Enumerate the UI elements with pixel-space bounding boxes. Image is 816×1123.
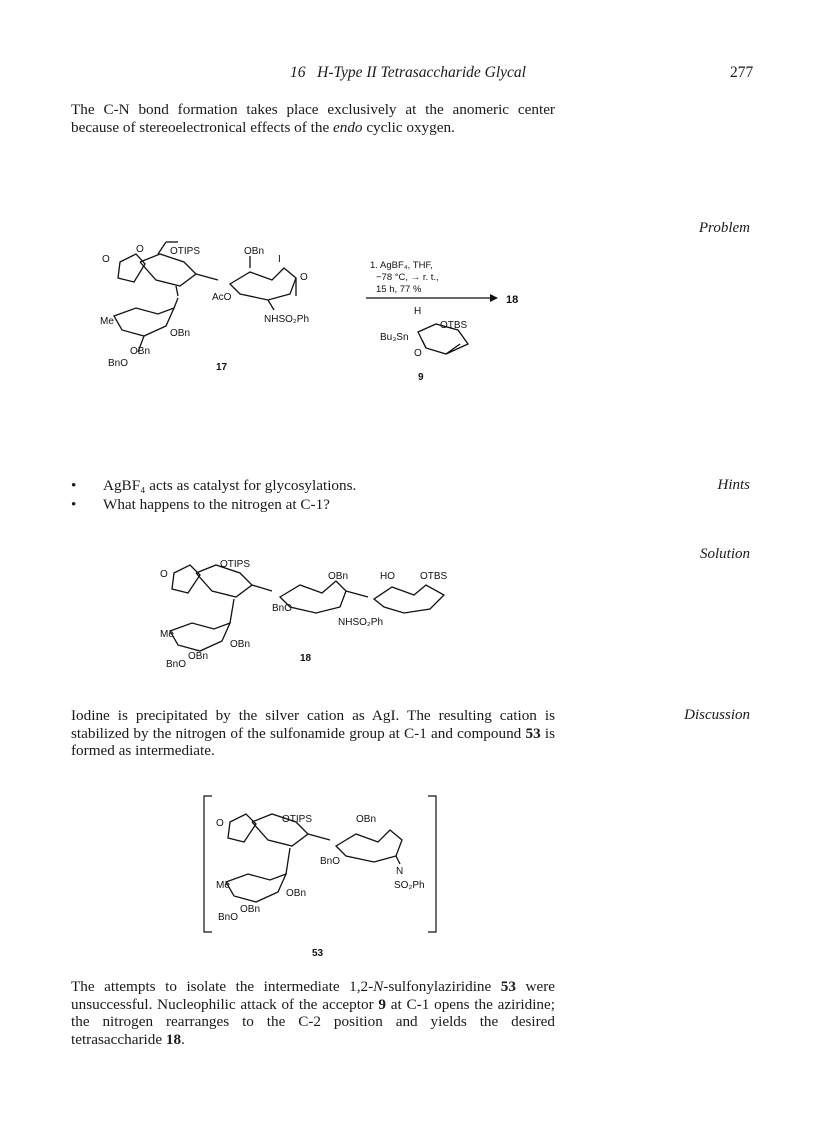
hint-text-2: What happens to the nitrogen at C-1? xyxy=(103,496,330,513)
section-label-problem: Problem xyxy=(698,220,750,236)
label-otbs-sol: OTBS xyxy=(420,571,448,582)
label-otips-int: OTIPS xyxy=(282,814,313,825)
label-obn-fuc2: OBn xyxy=(130,346,151,357)
discussion-text-a: Iodine is precipitated by the silver cation as AgI. The resulting cation is stabilized by the nitrogen of the sulfonamide group at C-1 and compound xyxy=(71,707,555,742)
compound-label-17: 17 xyxy=(216,362,228,373)
chapter-title: H-Type II Tetrasaccharide Glycal xyxy=(317,64,526,81)
label-bno-fuc-int: BnO xyxy=(218,912,239,923)
reagent-line-3: 15 h, 77 % xyxy=(376,284,422,295)
hint-item-1 xyxy=(71,477,551,495)
section-label-hints: Hints xyxy=(717,477,750,493)
label-otbs: OTBS xyxy=(440,320,468,331)
label-n-int: N xyxy=(396,866,404,877)
compound-label-53: 53 xyxy=(312,948,324,959)
label-bno: BnO xyxy=(108,358,129,369)
conclusion-text-e: . xyxy=(181,1030,185,1048)
reagent-line-1: 1. AgBF₄, THF, xyxy=(370,260,433,271)
label-me: Me xyxy=(100,316,114,327)
label-nhso2ph: NHSO₂Ph xyxy=(264,314,310,325)
label-obn-top: OBn xyxy=(244,246,265,257)
reagent-line-2: −78 °C, → r. t., xyxy=(376,272,439,283)
label-obn-fuc-sol: OBn xyxy=(230,639,251,650)
compound-label-9: 9 xyxy=(418,372,424,383)
conclusion-text-a: The attempts to isolate the intermediate 1,2- xyxy=(71,978,374,995)
conclusion-text-em: N xyxy=(373,978,384,995)
label-o-ring: O xyxy=(136,244,144,255)
intro-paragraph xyxy=(71,101,555,136)
conclusion-compound-53: 53 xyxy=(500,978,516,995)
hint-text-1: AgBF₄ acts as catalyst for glycosylations. xyxy=(103,477,357,494)
conclusion-compound-9: 9 xyxy=(378,995,387,1013)
compound-label-18: 18 xyxy=(506,294,519,306)
label-me-sol: Me xyxy=(160,629,174,640)
running-header xyxy=(0,64,816,82)
label-o-acceptor: O xyxy=(414,348,422,359)
conclusion-text-b: -sulfonylaziridine xyxy=(383,978,501,995)
intermediate-scheme xyxy=(200,792,450,962)
label-obn-fuc: OBn xyxy=(170,328,191,339)
conclusion-paragraph xyxy=(71,978,555,1048)
problem-scheme xyxy=(100,240,540,400)
intro-text-em: endo xyxy=(332,118,363,136)
label-bno-int: BnO xyxy=(320,856,341,867)
discussion-text-b: is formed as intermediate. xyxy=(71,724,555,759)
discussion-compound-53: 53 xyxy=(525,724,541,742)
label-bno-fuc-sol: BnO xyxy=(166,659,187,670)
label-obn-fuc2-sol: OBn xyxy=(188,651,209,662)
conclusion-text-d: at C-1 opens the aziridine; the nitrogen rearranges to the C-2 position and yields the desired tetrasaccharide xyxy=(71,995,555,1048)
intro-text-b: cyclic oxygen. xyxy=(362,118,455,136)
conclusion-compound-18: 18 xyxy=(165,1030,182,1048)
label-obn-int: OBn xyxy=(356,814,377,825)
chapter-number: 16 xyxy=(290,64,306,81)
label-aco: AcO xyxy=(212,292,232,303)
discussion-paragraph xyxy=(71,707,555,760)
label-bno-sol: BnO xyxy=(272,603,293,614)
label-obn-sol: OBn xyxy=(328,571,349,582)
compound-label-18-sol: 18 xyxy=(300,653,312,664)
label-iodine: I xyxy=(278,254,281,265)
label-otips: OTIPS xyxy=(170,246,201,257)
label-o-carbonate: O xyxy=(102,254,110,265)
bullet-icon: • xyxy=(71,477,77,494)
label-o-ring2: O xyxy=(300,272,308,283)
label-ho-sol: HO xyxy=(380,571,395,582)
label-obn-fuc-int: OBn xyxy=(286,888,307,899)
section-label-discussion: Discussion xyxy=(684,707,750,723)
bullet-icon: • xyxy=(71,496,77,513)
label-obn-fuc2-int: OBn xyxy=(240,904,261,915)
solution-scheme xyxy=(160,555,480,675)
hint-item-2 xyxy=(71,496,551,514)
label-nhso2ph-sol: NHSO₂Ph xyxy=(338,617,384,628)
intro-text-a: The C-N bond formation takes place exclusively at the anomeric center because of stereoelectronical effects of the xyxy=(71,101,555,136)
conclusion-text-c: were unsuccessful. Nucleophilic attack of the acceptor xyxy=(71,978,556,1013)
label-bu3sn: Bu₃Sn xyxy=(380,332,409,343)
section-label-solution: Solution xyxy=(699,546,750,562)
label-o-sol: O xyxy=(160,569,168,580)
label-me-int: Me xyxy=(216,880,230,891)
label-so2ph-int: SO₂Ph xyxy=(394,880,425,891)
label-o-int: O xyxy=(216,818,224,829)
page-number: 277 xyxy=(730,64,754,81)
label-h: H xyxy=(414,306,422,317)
label-otips-sol: OTIPS xyxy=(220,559,251,570)
